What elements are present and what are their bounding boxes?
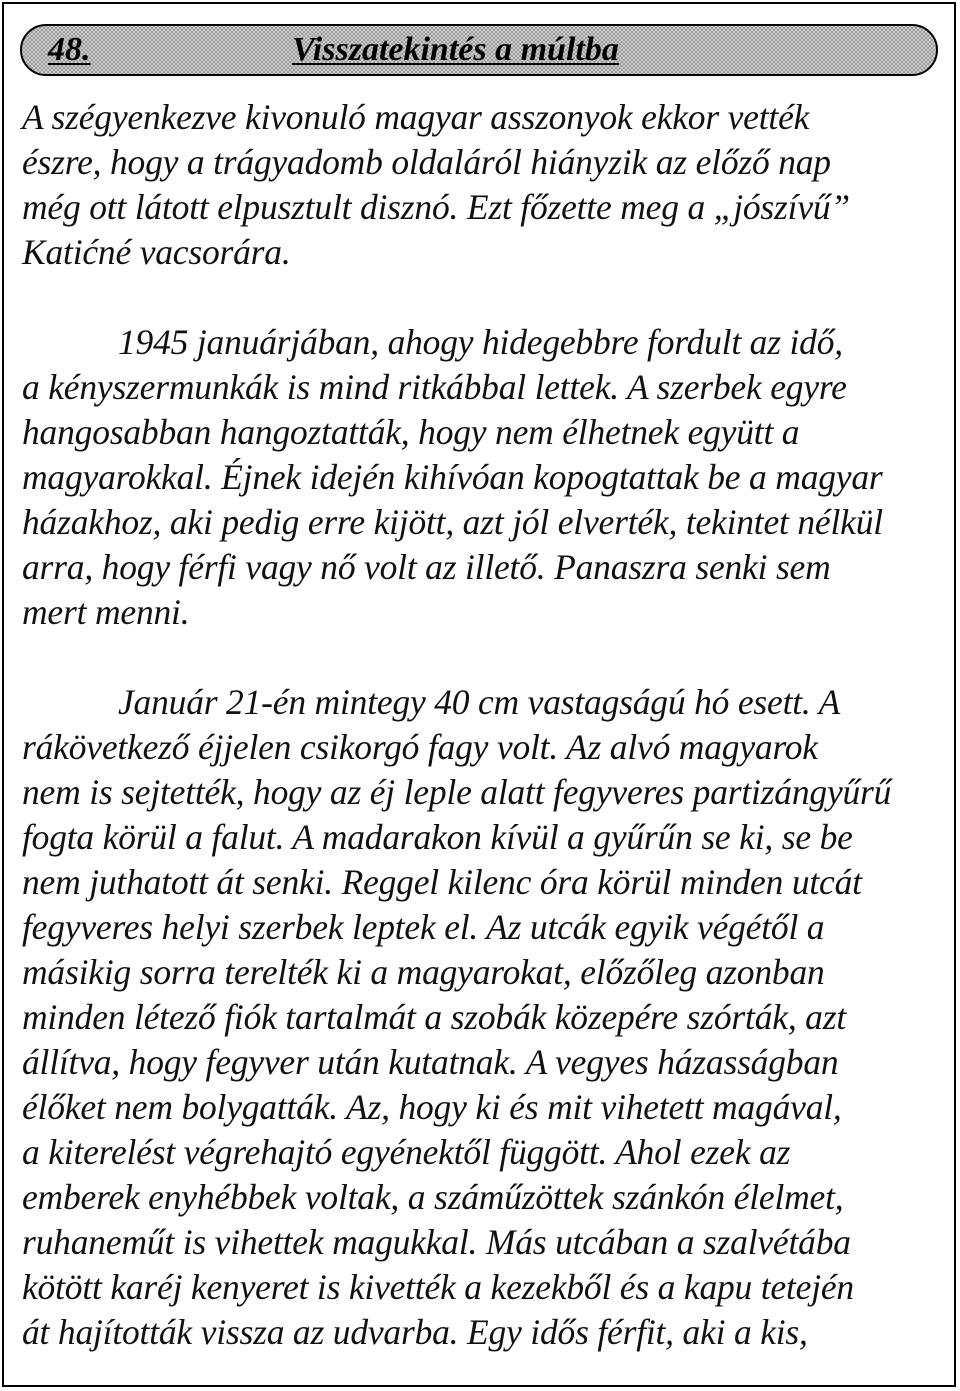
paragraph-3: Január 21-én mintegy 40 cm vastagságú hó esett. A rákövetkező éjjelen csikorgó fagy volt. Az alvó magyarok nem is sejtették, hogy az éj leple alatt fegyveres partizángyűrű fogta körül a falut. A madarakon kívül a gyűrűn se ki, se be nem juthatott át senki. Reggel kilenc óra körül minden utcát fegyveres helyi szerbek leptek el. Az utcák egyik végétől a másikig sorra terelték ki a magyarokat, előzőleg azonban minden létező fiók tartalmát a szobák közepére szórták, azt állítva, hogy fegyver után kutatnak. A vegyes házasságban élőket nem bolygatták. Az, hogy ki és mit vihetett magával, a kiterelést végrehajtó egyénektől függött. Ahol ezek az emberek enyhébbek voltak, a száműzöttek szánkón élelmet, ruhaneműt is vihettek magukkal. Más utcában a szalvétába kötött karéj kenyeret is kivették a kezekből és a kapu tetején át hajították vissza az udvarba. Egy idős férfit, aki a kis,: [22, 682, 892, 1352]
paragraph-gap: [22, 275, 940, 320]
paragraph-gap: [22, 635, 940, 680]
paragraph-1: A szégyenkezve kivonuló magyar asszonyok ekkor vették észre, hogy a trágyadomb oldaláról hiányzik az előző nap még ott látott elpusztult disznó. Ezt főzette meg a „jószívű” Katićné vacsorára.: [22, 97, 850, 272]
paragraph-2: 1945 januárjában, ahogy hidegebbre fordult az idő, a kényszermunkák is mind ritkábbal lettek. A szerbek egyre hangosabban hangoztatták, hogy nem élhetnek együtt a magyarokkal. Éjnek idején kihívóan kopogtattak be a magyar házakhoz, aki pedig erre kijött, azt jól elverték, tekintet nélkül arra, hogy férfi vagy nő volt az illető. Panaszra senki sem mert menni.: [22, 322, 883, 632]
chapter-title: Visszatekintés a múltba: [292, 31, 619, 68]
chapter-number: 48.: [48, 31, 91, 68]
text-body: [22, 95, 940, 1355]
chapter-header: [20, 24, 938, 76]
